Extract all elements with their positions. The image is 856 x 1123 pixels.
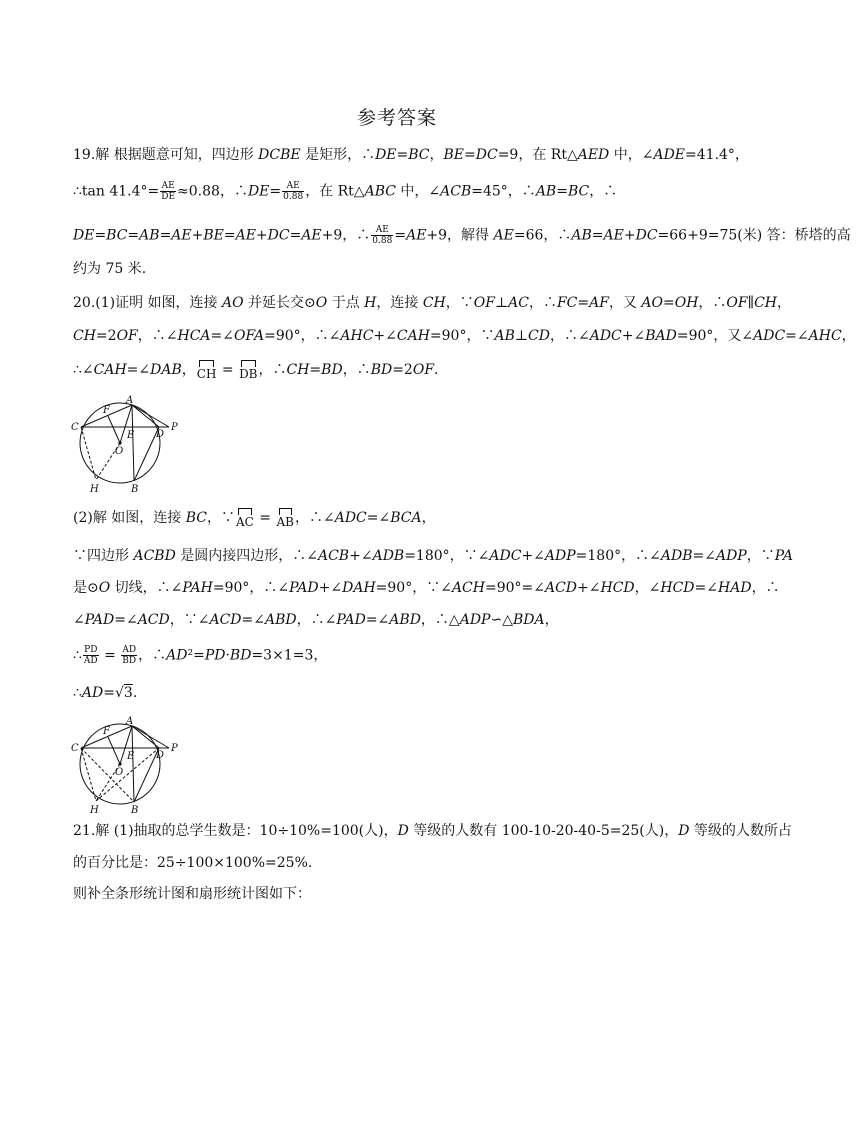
label-c: C — [71, 743, 79, 754]
q20-part2-line-3: 是⊙O 切线，∴∠PAH=90°，∴∠PAD+∠DAH=90°，∵∠ACH=90°=∠ACD+∠HCD，∠HCD=∠HAD，∴ — [73, 580, 780, 596]
label-p: P — [171, 422, 178, 433]
segment-fo — [108, 416, 120, 443]
label-b: B — [131, 805, 139, 816]
label-e: E — [127, 430, 135, 441]
fraction: $\frac{AE}{0.88}$ — [372, 225, 393, 246]
page-title: 参考答案 — [356, 107, 437, 129]
label-d: D — [156, 750, 165, 761]
label-o: O — [115, 767, 124, 778]
label-e: E — [127, 751, 135, 762]
q21-line-1: 21.解 (1)抽取的总学生数是：10÷10%=100(人)，D 等级的人数有 100-10-20-40-5=25(人)，D 等级的人数所占 — [73, 823, 792, 839]
q19-line-1: 19.解 根据题意可知，四边形 DCBE 是矩形，∴DE=BC，BE=DC=9，在 Rt△AED 中，∠ADE=41.4°， — [73, 147, 749, 163]
q20-part2-line-6: ∴AD=√3. — [73, 685, 138, 701]
arc-notation: AB — [277, 508, 294, 528]
label-d: D — [156, 429, 165, 440]
label-h: H — [90, 805, 99, 816]
fraction: $\frac{PD}{AD}$ — [83, 645, 98, 666]
arc-notation: DB — [239, 360, 257, 380]
segment-ap — [132, 405, 169, 427]
q20-line-2: CH=2OF，∴∠HCA=∠OFA=90°，∴∠AHC+∠CAH=90°，∵AB⊥CD，∴∠ADC+∠BAD=90°，又∠ADC=∠AHC， — [73, 328, 856, 344]
segment-ad — [132, 405, 159, 427]
label-p: P — [171, 743, 178, 754]
q20-part2-line-1: (2)解 如图，连接 BC，∵ AC = AB，∴∠ADC=∠BCA， — [73, 510, 436, 529]
segment-ad — [132, 726, 159, 748]
label-c: C — [71, 422, 79, 433]
label-a: A — [126, 716, 134, 727]
segment-ch — [81, 427, 96, 480]
label-o: O — [115, 446, 124, 457]
geometry-figure-1 — [68, 392, 188, 496]
q21-line-2: 的百分比是：25÷100×100%=25%. — [73, 855, 313, 871]
q20-part2-line-2: ∵四边形 ACBD 是圆内接四边形，∴∠ACB+∠ADB=180°，∵∠ADC+∠ADP=180°，∴∠ADB=∠ADP，∵PA — [73, 548, 793, 564]
segment-ap — [132, 726, 169, 748]
segment-ab — [132, 726, 134, 802]
q19-line-2: ∴tan 41.4°= $\frac{AE}{DE}$ ≈0.88，∴DE= $\frac{AE}{0.88}$ ，在 Rt△ABC 中，∠ACB=45°，∴AB=BC，∴ — [73, 181, 618, 202]
point-o — [118, 441, 121, 444]
q20-line-1: 20.(1)证明 如图，连接 AO 并延长交⊙O 于点 H，连接 CH，∵OF⊥AC，∴FC=AF，又 AO=OH，∴OF∥CH， — [73, 295, 792, 311]
segment-ab — [132, 405, 134, 481]
label-f: F — [103, 726, 110, 737]
fraction: $\frac{AE}{0.88}$ — [283, 181, 304, 202]
q19-line-4: 约为 75 米. — [73, 261, 147, 277]
q20-line-3: ∴∠CAH=∠DAB， CH = DB，∴CH=BD，∴BD=2OF. — [73, 362, 439, 381]
fraction: $\frac{AD}{BD}$ — [122, 645, 137, 666]
q19-line-3: DE=BC=AB=AE+BE=AE+DC=AE+9，∴ $\frac{AE}{0.88}$ =AE+9，解得 AE=66，∴AB=AE+DC=66+9=75(米) 答：桥塔的高 — [73, 225, 851, 246]
label-b: B — [131, 484, 139, 495]
segment-fo — [108, 737, 120, 764]
arc-notation: AC — [236, 508, 254, 528]
fraction: $\frac{AE}{DE}$ — [161, 181, 176, 202]
arc-notation: CH — [197, 360, 217, 380]
point-o — [118, 762, 121, 765]
label-h: H — [90, 484, 99, 495]
geometry-figure-2 — [68, 713, 188, 817]
q20-part2-line-4: ∠PAD=∠ACD，∵∠ACD=∠ABD，∴∠PAD=∠ABD，∴△ADP∽△BDA， — [73, 612, 559, 628]
label-f: F — [103, 405, 110, 416]
q20-part2-line-5: ∴ $\frac{PD}{AD}$ = $\frac{AD}{BD}$ ，∴AD²=PD·BD=3×1=3， — [73, 645, 328, 666]
label-a: A — [126, 395, 134, 406]
q21-line-3: 则补全条形统计图和扇形统计图如下： — [73, 886, 311, 902]
